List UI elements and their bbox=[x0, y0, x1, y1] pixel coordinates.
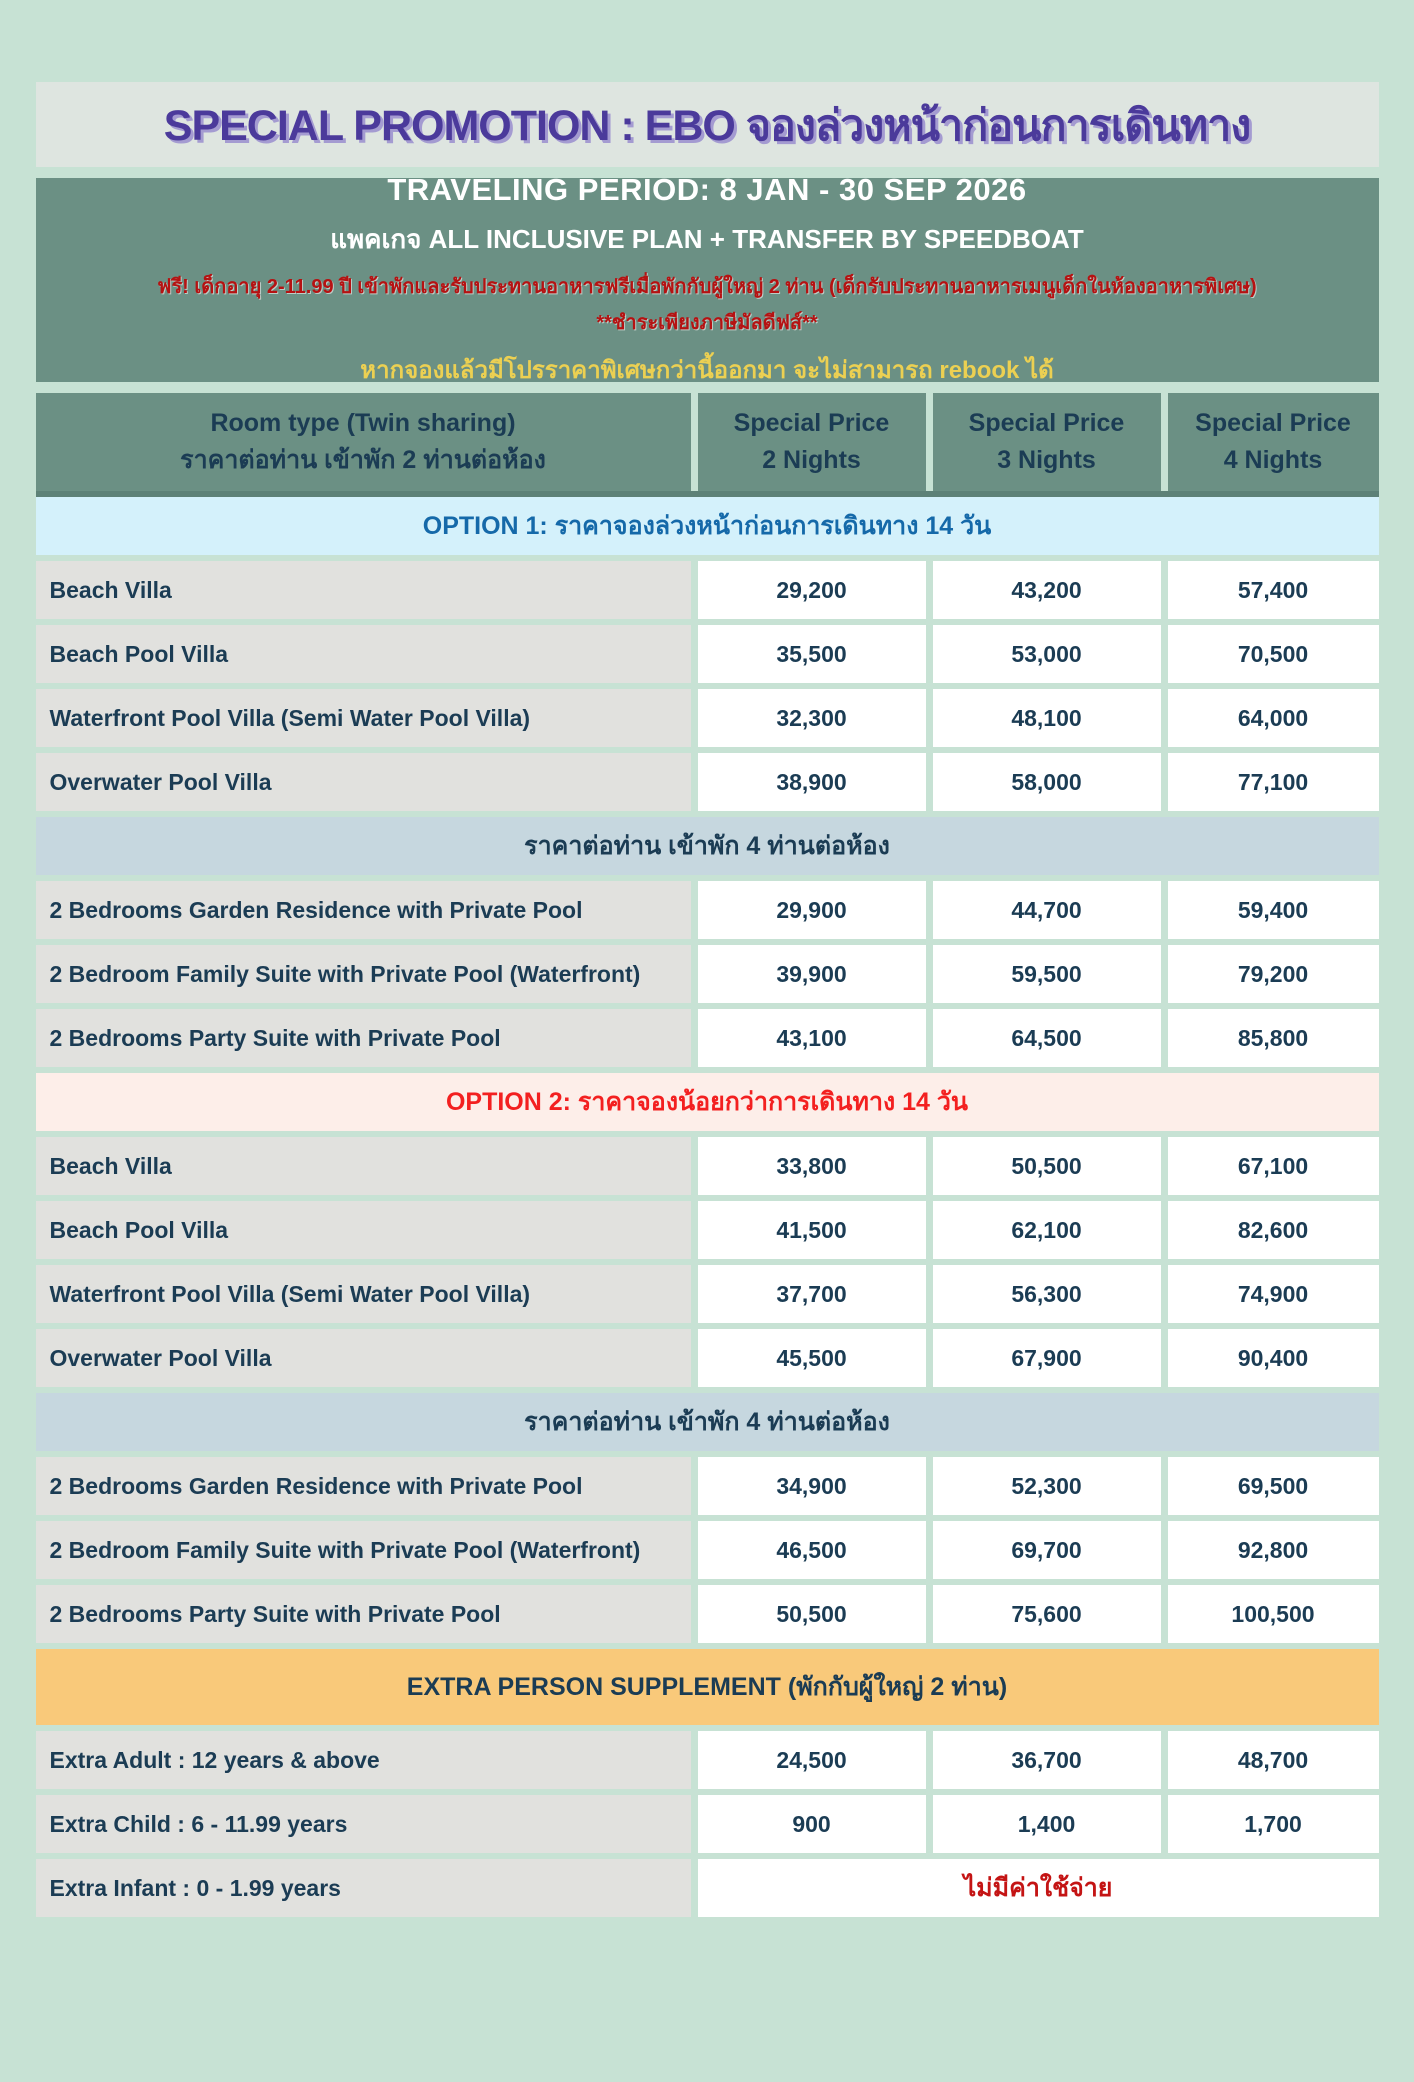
traveling-period: TRAVELING PERIOD: 8 JAN - 30 SEP 2026 bbox=[387, 171, 1027, 207]
room-type-cell: Overwater Pool Villa bbox=[36, 753, 691, 811]
price-cell: 1,700 bbox=[1168, 1795, 1379, 1853]
price-cell: 82,600 bbox=[1168, 1201, 1379, 1259]
table-row bbox=[36, 1201, 1379, 1259]
option2-banner: OPTION 2: ราคาจองน้อยกว่าการเดินทาง 14 วัน bbox=[36, 1073, 1379, 1131]
room-type-cell: Waterfront Pool Villa (Semi Water Pool Villa) bbox=[36, 1265, 691, 1323]
price-cell: 43,200 bbox=[933, 561, 1161, 619]
price-cell: 70,500 bbox=[1168, 625, 1379, 683]
price-header-nights: 4 Nights bbox=[1223, 446, 1323, 474]
price-cell: 34,900 bbox=[698, 1457, 926, 1515]
price-header-title: Special Price bbox=[1195, 409, 1351, 437]
room-type-cell: 2 Bedrooms Party Suite with Private Pool bbox=[36, 1585, 691, 1643]
price-cell: 45,500 bbox=[698, 1329, 926, 1387]
price-cell: 56,300 bbox=[933, 1265, 1161, 1323]
price-header-nights: 3 Nights bbox=[997, 446, 1096, 474]
room-type-cell: Beach Pool Villa bbox=[36, 625, 691, 683]
price-cell: 59,500 bbox=[933, 945, 1161, 1003]
room-type-header-th: ราคาต่อท่าน เข้าพัก 2 ท่านต่อห้อง bbox=[180, 446, 546, 474]
price-header-cell-3n bbox=[933, 393, 1161, 491]
price-cell: 59,400 bbox=[1168, 881, 1379, 939]
price-cell: 48,700 bbox=[1168, 1731, 1379, 1789]
price-cell: 35,500 bbox=[698, 625, 926, 683]
table-row bbox=[36, 1731, 1379, 1789]
price-cell: 24,500 bbox=[698, 1731, 926, 1789]
price-cell: 100,500 bbox=[1168, 1585, 1379, 1643]
price-cell: 41,500 bbox=[698, 1201, 926, 1259]
table-row bbox=[36, 1585, 1379, 1643]
price-cell: 1,400 bbox=[933, 1795, 1161, 1853]
table-header-row bbox=[36, 393, 1379, 497]
free-child-note: ฟรี! เด็กอายุ 2-11.99 ปี เข้าพักและรับประทานอาหารฟรีเมื่อพักกับผู้ใหญ่ 2 ท่าน (เด็กรับประทานอาหารเมนูเด็กในห้องอาหารพิเศษ) bbox=[157, 275, 1257, 298]
extra-person-cell: Extra Adult : 12 years & above bbox=[36, 1731, 691, 1789]
room-type-cell: 2 Bedroom Family Suite with Private Pool (Waterfront) bbox=[36, 945, 691, 1003]
room-type-cell: Beach Villa bbox=[36, 1137, 691, 1195]
table-row bbox=[36, 1009, 1379, 1067]
price-cell: 69,700 bbox=[933, 1521, 1161, 1579]
extra-person-cell: Extra Infant : 0 - 1.99 years bbox=[36, 1859, 691, 1917]
price-cell: 46,500 bbox=[698, 1521, 926, 1579]
price-cell: 29,900 bbox=[698, 881, 926, 939]
price-cell: 29,200 bbox=[698, 561, 926, 619]
room-type-cell: 2 Bedrooms Party Suite with Private Pool bbox=[36, 1009, 691, 1067]
room-type-cell: 2 Bedroom Family Suite with Private Pool (Waterfront) bbox=[36, 1521, 691, 1579]
room-type-cell: Beach Villa bbox=[36, 561, 691, 619]
price-cell: 50,500 bbox=[933, 1137, 1161, 1195]
price-cell: 92,800 bbox=[1168, 1521, 1379, 1579]
price-cell: 36,700 bbox=[933, 1731, 1161, 1789]
room-type-cell: Beach Pool Villa bbox=[36, 1201, 691, 1259]
price-cell: 79,200 bbox=[1168, 945, 1379, 1003]
price-cell: 90,400 bbox=[1168, 1329, 1379, 1387]
price-cell: 74,900 bbox=[1168, 1265, 1379, 1323]
table-row bbox=[36, 625, 1379, 683]
price-cell: 85,800 bbox=[1168, 1009, 1379, 1067]
price-cell: 38,900 bbox=[698, 753, 926, 811]
price-cell: 62,100 bbox=[933, 1201, 1161, 1259]
room-type-cell: 2 Bedrooms Garden Residence with Private Pool bbox=[36, 881, 691, 939]
room-type-cell: Waterfront Pool Villa (Semi Water Pool Villa) bbox=[36, 689, 691, 747]
price-cell: 77,100 bbox=[1168, 753, 1379, 811]
table-row bbox=[36, 1457, 1379, 1515]
room-type-header-en: Room type (Twin sharing) bbox=[210, 409, 516, 437]
quad-occupancy-subheader: ราคาต่อท่าน เข้าพัก 4 ท่านต่อห้อง bbox=[36, 817, 1379, 875]
rebook-note: หากจองแล้วมีโปรราคาพิเศษกว่านี้ออกมา จะไม่สามารถ rebook ได้ bbox=[360, 356, 1054, 384]
price-cell: 43,100 bbox=[698, 1009, 926, 1067]
price-header-cell-4n bbox=[1168, 393, 1379, 491]
extra-person-cell: Extra Child : 6 - 11.99 years bbox=[36, 1795, 691, 1853]
room-type-cell: 2 Bedrooms Garden Residence with Private Pool bbox=[36, 1457, 691, 1515]
price-cell: 67,900 bbox=[933, 1329, 1161, 1387]
price-cell: 39,900 bbox=[698, 945, 926, 1003]
price-cell: 75,600 bbox=[933, 1585, 1161, 1643]
price-cell: 44,700 bbox=[933, 881, 1161, 939]
price-cell: 37,700 bbox=[698, 1265, 926, 1323]
table-row bbox=[36, 689, 1379, 747]
price-cell: 58,000 bbox=[933, 753, 1161, 811]
price-cell: 900 bbox=[698, 1795, 926, 1853]
page-title: SPECIAL PROMOTION : EBO จองล่วงหน้าก่อนการเดินทาง bbox=[163, 101, 1251, 150]
price-cell: 57,400 bbox=[1168, 561, 1379, 619]
table-row bbox=[36, 1137, 1379, 1195]
promo-box bbox=[36, 171, 1379, 384]
price-cell: 32,300 bbox=[698, 689, 926, 747]
table-row bbox=[36, 1859, 1379, 1917]
price-cell: 67,100 bbox=[1168, 1137, 1379, 1195]
extra-person-banner: EXTRA PERSON SUPPLEMENT (พักกับผู้ใหญ่ 2 ท่าน) bbox=[36, 1649, 1379, 1725]
price-cell: 64,000 bbox=[1168, 689, 1379, 747]
price-header-cell-2n bbox=[698, 393, 926, 491]
price-header-title: Special Price bbox=[968, 409, 1125, 437]
table-row bbox=[36, 881, 1379, 939]
table-row bbox=[36, 1521, 1379, 1579]
price-cell: 33,800 bbox=[698, 1137, 926, 1195]
no-charge-cell: ไม่มีค่าใช้จ่าย bbox=[698, 1859, 1379, 1917]
price-header-nights: 2 Nights bbox=[762, 446, 861, 474]
price-cell: 64,500 bbox=[933, 1009, 1161, 1067]
price-cell: 48,100 bbox=[933, 689, 1161, 747]
option1-banner: OPTION 1: ราคาจองล่วงหน้าก่อนการเดินทาง 14 วัน bbox=[36, 497, 1379, 555]
table-row bbox=[36, 945, 1379, 1003]
table-row bbox=[36, 561, 1379, 619]
quad-occupancy-subheader: ราคาต่อท่าน เข้าพัก 4 ท่านต่อห้อง bbox=[36, 1393, 1379, 1451]
promo-sheet bbox=[36, 82, 1379, 1917]
room-type-header-cell bbox=[36, 393, 691, 491]
price-cell: 69,500 bbox=[1168, 1457, 1379, 1515]
tax-note: **ชำระเพียงภาษีมัลดีฟส์** bbox=[596, 311, 818, 334]
price-cell: 50,500 bbox=[698, 1585, 926, 1643]
price-header-title: Special Price bbox=[733, 409, 890, 437]
table-row bbox=[36, 1329, 1379, 1387]
package-line: แพคเกจ ALL INCLUSIVE PLAN + TRANSFER BY SPEEDBOAT bbox=[330, 223, 1084, 254]
table-row bbox=[36, 1795, 1379, 1853]
table-row bbox=[36, 753, 1379, 811]
title-bar bbox=[36, 82, 1379, 167]
table-row bbox=[36, 1265, 1379, 1323]
price-cell: 52,300 bbox=[933, 1457, 1161, 1515]
price-cell: 53,000 bbox=[933, 625, 1161, 683]
room-type-cell: Overwater Pool Villa bbox=[36, 1329, 691, 1387]
